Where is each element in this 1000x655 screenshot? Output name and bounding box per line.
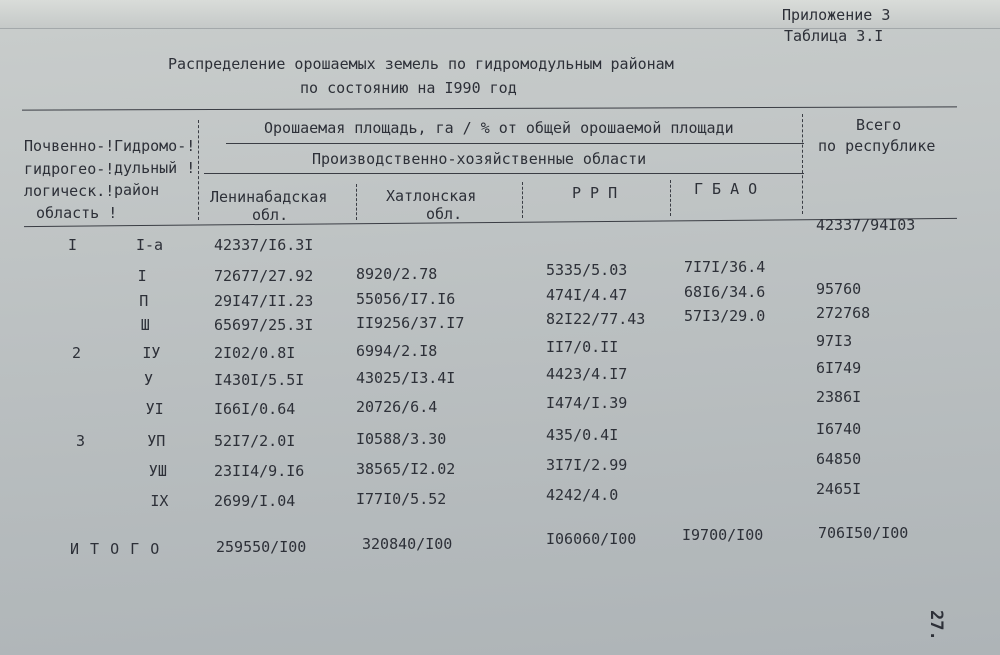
- cell-leninabad: 65697/25.3I: [214, 316, 314, 334]
- cell-rrp: I474/I.39: [546, 394, 628, 412]
- appendix-label: Приложение 3: [782, 6, 891, 24]
- cell-rrp: 474I/4.47: [546, 286, 628, 304]
- cell-district: I: [137, 267, 147, 285]
- cell-total: 64850: [816, 450, 862, 468]
- totals-rrp: I06060/I00: [546, 530, 637, 548]
- cell-area: 3: [76, 432, 86, 450]
- header-subrule-1: [226, 143, 804, 144]
- totals-label: И Т О Г О: [70, 540, 161, 558]
- cell-area: I: [68, 236, 78, 254]
- cell-district: I-а: [136, 236, 164, 254]
- cell-rrp: 4242/4.0: [546, 486, 619, 504]
- col-separator: [670, 180, 671, 216]
- cell-total: 95760: [816, 280, 862, 298]
- document-page: Приложение 3 Таблица 3.I Распределение орошаемых земель по гидромодульным районам по состоянию на I990 год Почвенно-! гидрогео-! логическ.! область ! Гидромо-! дульный ! район Орошаемая площадь, га / % от общей орошаемой площади Производственно-хозяйственные области Ленинабадская обл. Хатлонская обл. Р Р П Г Б А О Всего по республике I I-а 42337/I6.3I 42337/94I03 I 72677/27.92 8920/2.78 5335/5.03 7I7I/36.4 П 29I47/II.23 55056/I7.I6 474I/4.47 68I6/34.6 95760 Ш 65697/25.3I II9256/37.I7 82I22/77.43 57I3/29.0 272768 2 IУ 2I02/0.8I 6994/2.I8 II7/0.II 97I3 У I430I/5.5I 43025/I3.4I 4423/4.I7 6I749 УI I66I/0.64 20726/6.4 I474/I.39 2386I 3 УП 52I7/2.0I I0588/3.30 435/0.4I I6740 УШ 23II4/9.I6 38565/I2.02 3I7I/2.99 64850 IХ 2699/I.04 I77I0/5.52 4242/4.0 2465I И Т О Г О 259550/I00 320840/I00 I06060/I00 I9700/I00 706I50/I00 27.: [0, 0, 1000, 655]
- header-subrule-2: [204, 173, 804, 174]
- cell-rrp: 5335/5.03: [546, 261, 628, 279]
- cell-total: 97I3: [816, 332, 853, 350]
- cell-leninabad: 52I7/2.0I: [214, 432, 296, 450]
- page-number: 27.: [926, 610, 946, 641]
- cell-district: IУ: [142, 344, 161, 362]
- totals-gbao: I9700/I00: [682, 526, 764, 544]
- totals-leninabad: 259550/I00: [216, 538, 307, 556]
- cell-rrp: II7/0.II: [546, 338, 619, 356]
- cell-leninabad: 2I02/0.8I: [214, 344, 296, 362]
- cell-leninabad: 23II4/9.I6: [214, 462, 305, 480]
- cell-district: У: [144, 371, 154, 389]
- cell-total: 42337/94I03: [816, 216, 916, 234]
- cell-district: Ш: [140, 316, 150, 334]
- cell-leninabad: 29I47/II.23: [214, 292, 314, 310]
- header-economic-regions: Производственно-хозяйственные области: [312, 150, 647, 168]
- cell-khatlon: 20726/6.4: [356, 398, 438, 416]
- cell-area: 2: [72, 344, 82, 362]
- header-irrigated-area: Орошаемая площадь, га / % от общей орошаемой площади: [264, 119, 734, 137]
- cell-rrp: 435/0.4I: [546, 426, 619, 444]
- header-gbao: Г Б А О: [694, 180, 758, 198]
- col-separator: [198, 120, 199, 220]
- cell-khatlon: 8920/2.78: [356, 265, 438, 283]
- cell-total: 2465I: [816, 480, 862, 498]
- cell-rrp: 4423/4.I7: [546, 365, 628, 383]
- col-separator: [802, 114, 803, 214]
- cell-leninabad: 42337/I6.3I: [214, 236, 314, 254]
- cell-district: IХ: [150, 492, 169, 510]
- header-rrp: Р Р П: [572, 184, 618, 202]
- cell-total: 6I749: [816, 359, 862, 377]
- cell-gbao: 68I6/34.6: [684, 283, 766, 301]
- cell-khatlon: 55056/I7.I6: [356, 290, 456, 308]
- table-number: Таблица 3.I: [784, 27, 884, 45]
- cell-leninabad: I430I/5.5I: [214, 371, 305, 389]
- cell-total: 272768: [816, 304, 871, 322]
- cell-leninabad: I66I/0.64: [214, 400, 296, 418]
- cell-district: П: [139, 292, 149, 310]
- totals-khatlon: 320840/I00: [362, 535, 453, 553]
- cell-leninabad: 72677/27.92: [214, 267, 314, 285]
- cell-khatlon: I77I0/5.52: [356, 490, 447, 508]
- col-separator: [356, 184, 357, 220]
- cell-gbao: 7I7I/36.4: [684, 258, 766, 276]
- cell-khatlon: 38565/I2.02: [356, 460, 456, 478]
- cell-gbao: 57I3/29.0: [684, 307, 766, 325]
- cell-khatlon: II9256/37.I7: [356, 314, 465, 332]
- cell-rrp: 3I7I/2.99: [546, 456, 628, 474]
- cell-total: I6740: [816, 420, 862, 438]
- cell-khatlon: I0588/3.30: [356, 430, 447, 448]
- cell-district: УШ: [148, 462, 167, 480]
- cell-district: УП: [147, 432, 166, 450]
- cell-khatlon: 6994/2.I8: [356, 342, 438, 360]
- table-top-rule: [22, 106, 957, 110]
- cell-khatlon: 43025/I3.4I: [356, 369, 456, 387]
- cell-district: УI: [145, 400, 164, 418]
- cell-rrp: 82I22/77.43: [546, 310, 646, 328]
- table-title-line1: Распределение орошаемых земель по гидромодульным районам: [168, 55, 674, 73]
- table-title-line2: по состоянию на I990 год: [300, 79, 517, 97]
- cell-total: 2386I: [816, 388, 862, 406]
- cell-leninabad: 2699/I.04: [214, 492, 296, 510]
- col-separator: [522, 182, 523, 218]
- totals-total: 706I50/I00: [818, 524, 909, 542]
